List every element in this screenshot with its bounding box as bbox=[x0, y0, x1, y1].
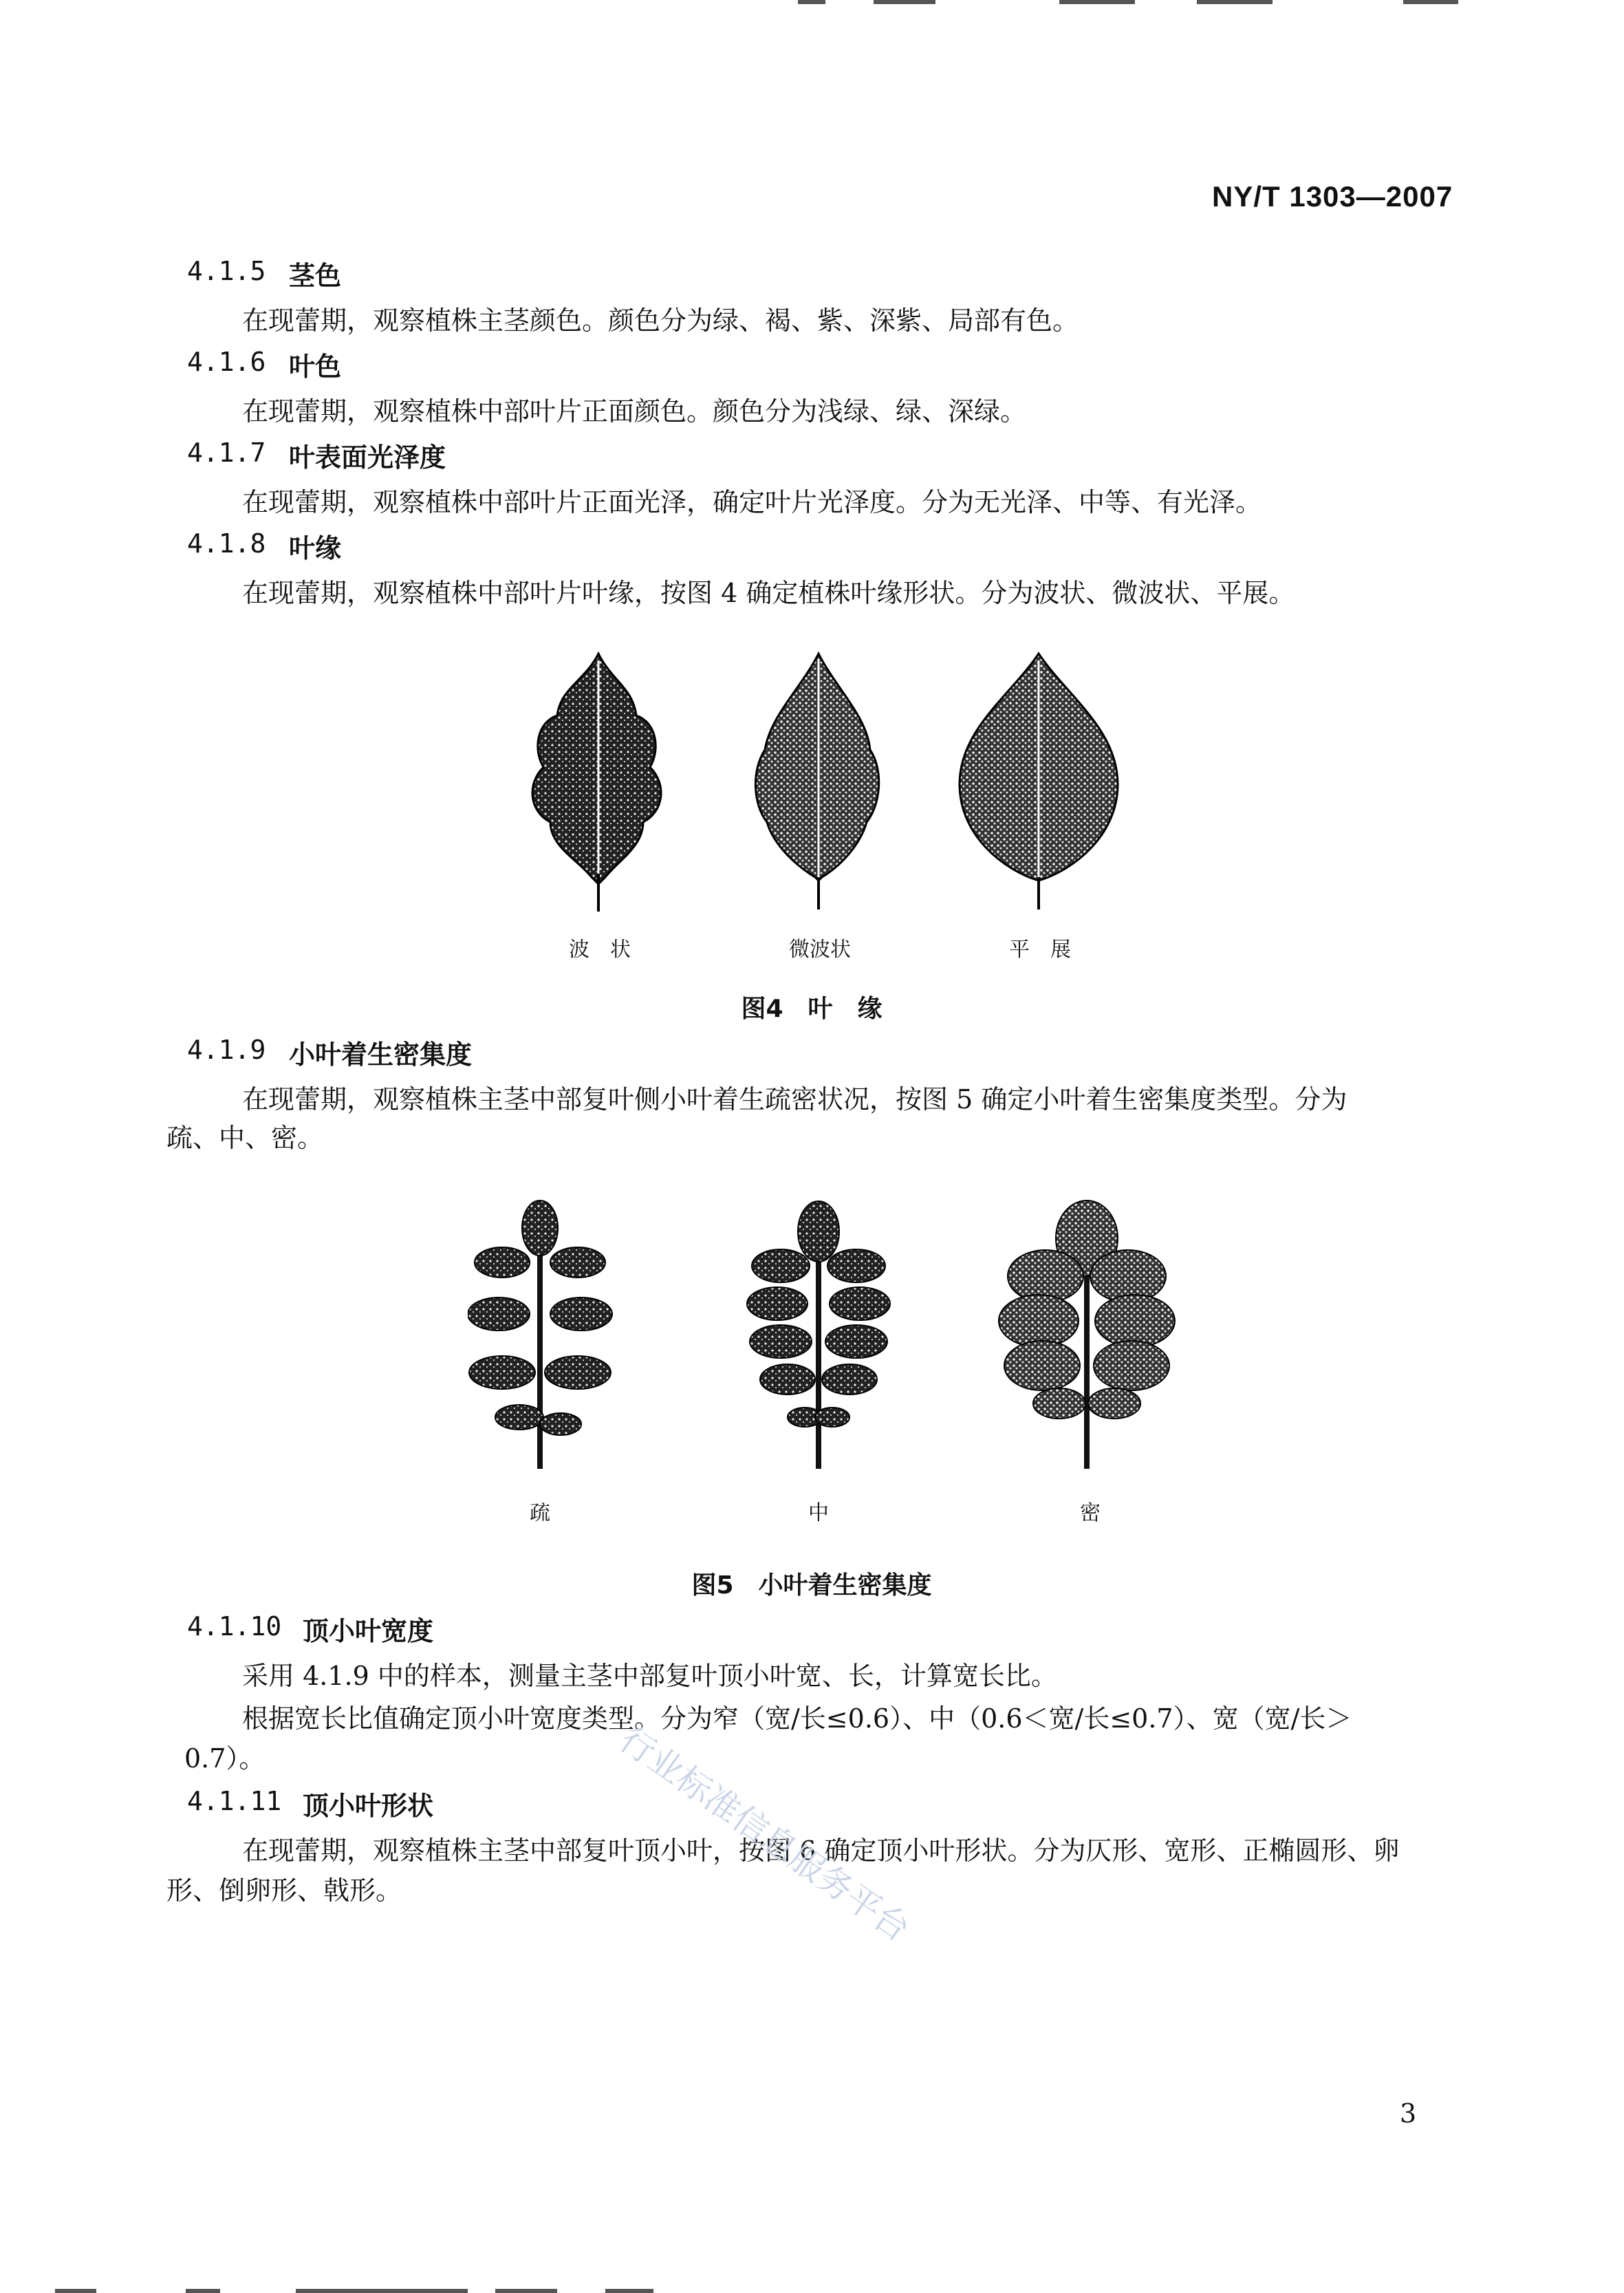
paragraph: 在现蕾期，观察植株中部叶片正面光泽，确定叶片光泽度。分为无光泽、中等、有光泽。 bbox=[242, 487, 1262, 517]
paragraph: 在现蕾期，观察植株中部叶片叶缘，按图 4 确定植株叶缘形状。分为波状、微波状、平展。 bbox=[242, 578, 1295, 608]
scan-artifact bbox=[186, 2289, 220, 2293]
paragraph: 0.7）。 bbox=[184, 1743, 266, 1774]
figure-4-leaf-margin bbox=[495, 640, 1142, 915]
section-title: 顶小叶形状 bbox=[303, 1791, 434, 1821]
scan-artifact bbox=[1197, 0, 1273, 4]
section-number: 4.1.9 bbox=[187, 1035, 266, 1065]
leaf-slightly-wavy-icon bbox=[755, 654, 878, 909]
section-title: 叶色 bbox=[289, 352, 342, 382]
section-number: 4.1.11 bbox=[187, 1786, 282, 1816]
leaf-flat-icon bbox=[960, 654, 1118, 909]
section-title: 小叶着生密集度 bbox=[289, 1040, 473, 1070]
section-title: 顶小叶宽度 bbox=[303, 1616, 434, 1646]
figure-4-label: 平 展 bbox=[1009, 938, 1071, 962]
figure-5-label: 密 bbox=[1080, 1501, 1101, 1525]
watermark: 行业标准信息服务平台 bbox=[612, 1719, 918, 1950]
figure-4-title: 图4 叶 缘 bbox=[741, 995, 883, 1023]
leaf-wavy-icon bbox=[532, 654, 661, 912]
paragraph: 形、倒卵形、戟形。 bbox=[166, 1875, 402, 1906]
paragraph: 在现蕾期，观察植株主茎中部复叶侧小叶着生疏密状况，按图 5 确定小叶着生密集度类型。分为 bbox=[242, 1084, 1347, 1115]
section-title: 叶表面光泽度 bbox=[289, 442, 446, 473]
section-number: 4.1.8 bbox=[187, 528, 266, 559]
scan-artifact bbox=[495, 2289, 557, 2293]
scan-artifact bbox=[1403, 0, 1458, 4]
scan-artifact bbox=[874, 0, 935, 4]
compound-leaf-dense-icon bbox=[999, 1201, 1175, 1469]
section-number: 4.1.5 bbox=[187, 256, 266, 286]
section-title: 茎色 bbox=[289, 261, 342, 291]
paragraph: 在现蕾期，观察植株中部叶片正面颜色。颜色分为浅绿、绿、深绿。 bbox=[242, 396, 1027, 427]
figure-5-leaflet-density bbox=[468, 1197, 1197, 1479]
compound-leaf-sparse-icon bbox=[468, 1201, 612, 1469]
compound-leaf-medium-icon bbox=[747, 1201, 890, 1469]
paragraph: 在现蕾期，观察植株主茎中部复叶顶小叶，按图 6 确定顶小叶形状。分为仄形、宽形、正椭圆形、卵 bbox=[242, 1836, 1400, 1866]
figure-4-label: 波 状 bbox=[569, 938, 631, 962]
document-code: NY/T 1303—2007 bbox=[1212, 180, 1453, 213]
scan-artifact bbox=[55, 2289, 96, 2293]
section-number: 4.1.6 bbox=[187, 347, 266, 377]
section-number: 4.1.10 bbox=[187, 1611, 282, 1641]
paragraph: 在现蕾期，观察植株主茎颜色。颜色分为绿、褐、紫、深紫、局部有色。 bbox=[242, 305, 1079, 336]
section-title: 叶缘 bbox=[289, 533, 342, 563]
scan-artifact bbox=[605, 2289, 653, 2293]
figure-5-label: 疏 bbox=[530, 1501, 550, 1525]
figure-5-label: 中 bbox=[808, 1501, 829, 1525]
section-number: 4.1.7 bbox=[187, 438, 266, 468]
page-number: 3 bbox=[1400, 2098, 1417, 2129]
scan-artifact bbox=[798, 0, 825, 4]
paragraph: 根据宽长比值确定顶小叶宽度类型。分为窄（宽/长≤0.6）、中（0.6＜宽/长≤0.7）、宽（宽/长＞ bbox=[242, 1703, 1352, 1734]
figure-4-label: 微波状 bbox=[789, 938, 851, 962]
figure-5-title: 图5 小叶着生密集度 bbox=[691, 1571, 932, 1600]
scan-artifact bbox=[296, 2289, 468, 2293]
paragraph: 疏、中、密。 bbox=[166, 1123, 324, 1153]
scan-artifact bbox=[1059, 0, 1135, 4]
paragraph: 采用 4.1.9 中的样本，测量主茎中部复叶顶小叶宽、长，计算宽长比。 bbox=[242, 1661, 1057, 1691]
